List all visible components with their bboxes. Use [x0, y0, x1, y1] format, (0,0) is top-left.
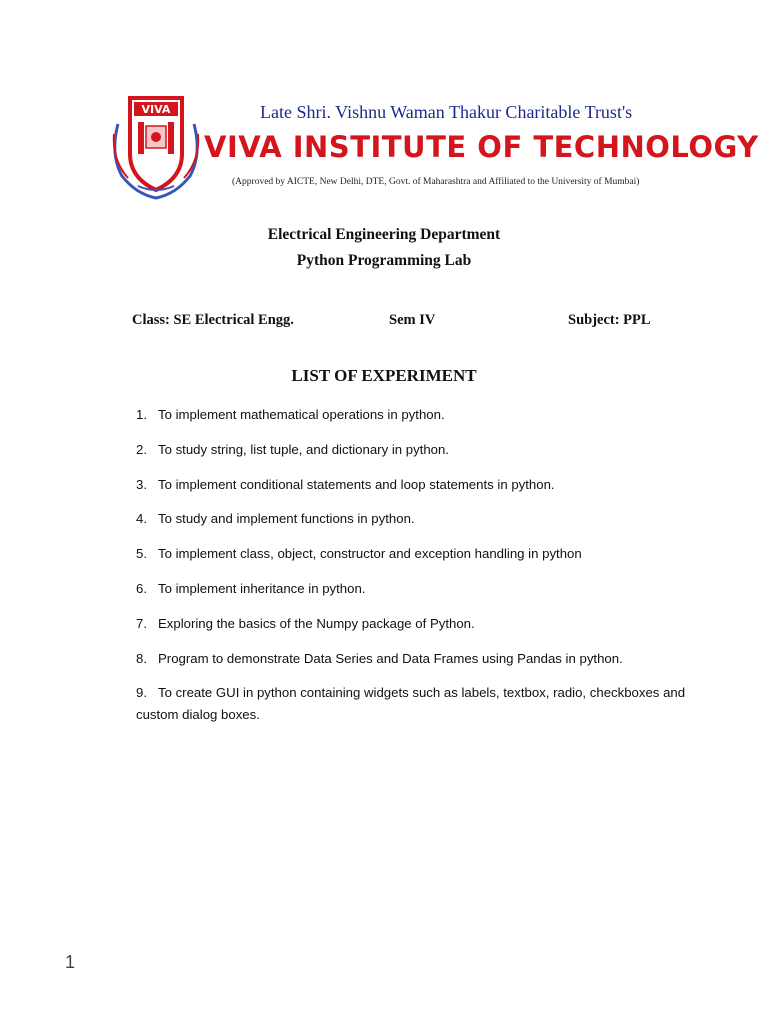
- experiment-text: To implement class, object, constructor and exception handling in python: [158, 546, 582, 562]
- experiment-item: [136, 682, 696, 726]
- institute-name: VIVA INSTITUTE OF TECHNOLOGY: [204, 130, 759, 164]
- approval-note: (Approved by AICTE, New Delhi, DTE, Govt. of Maharashtra and Affiliated to the University of Mumbai): [232, 177, 640, 187]
- experiment-number: 9.: [136, 685, 147, 701]
- logo-text: VIVA: [141, 103, 171, 116]
- experiment-item: [136, 543, 696, 565]
- experiment-item: [136, 648, 696, 670]
- department-title: Electrical Engineering Department: [267, 226, 501, 243]
- experiment-number: 5.: [136, 546, 147, 562]
- experiment-text: To study string, list tuple, and dictionary in python.: [158, 441, 450, 457]
- experiment-list: [136, 404, 696, 739]
- experiment-text: To implement inheritance in python.: [158, 580, 366, 596]
- experiment-text: To create GUI in python containing widgets such as labels, textbox, radio, checkboxes and custom dialog boxes.: [136, 685, 686, 723]
- experiment-item: [136, 439, 696, 461]
- list-title: LIST OF EXPERIMENT: [291, 366, 477, 385]
- class-info: Class: SE Electrical Engg.: [132, 312, 294, 328]
- semester-info: Sem IV: [389, 312, 436, 328]
- letterhead: [108, 94, 759, 204]
- experiment-number: 4.: [136, 511, 147, 527]
- experiment-text: To study and implement functions in python.: [158, 511, 415, 527]
- experiment-item: [136, 613, 696, 635]
- experiment-number: 2.: [136, 441, 147, 457]
- experiment-number: 1.: [136, 407, 147, 422]
- experiment-item: [136, 404, 696, 426]
- trust-name: Late Shri. Vishnu Waman Thakur Charitable Trust's: [260, 102, 633, 122]
- lab-title: Python Programming Lab: [296, 252, 472, 269]
- experiment-item: [136, 508, 696, 530]
- experiment-text: To implement conditional statements and loop statements in python.: [158, 476, 555, 492]
- experiment-text: Exploring the basics of the Numpy package of Python.: [158, 615, 475, 631]
- experiment-item: [136, 578, 696, 600]
- page-number: 1: [65, 952, 76, 972]
- experiment-text: To implement mathematical operations in python.: [158, 407, 445, 422]
- subject-info: Subject: PPL: [568, 312, 651, 328]
- experiment-text: Program to demonstrate Data Series and Data Frames using Pandas in python.: [158, 650, 623, 666]
- experiment-number: 6.: [136, 580, 147, 596]
- experiment-item: [136, 474, 696, 496]
- experiment-number: 7.: [136, 615, 147, 631]
- institute-logo: [108, 94, 204, 200]
- experiment-number: 3.: [136, 476, 147, 492]
- experiment-number: 8.: [136, 650, 147, 666]
